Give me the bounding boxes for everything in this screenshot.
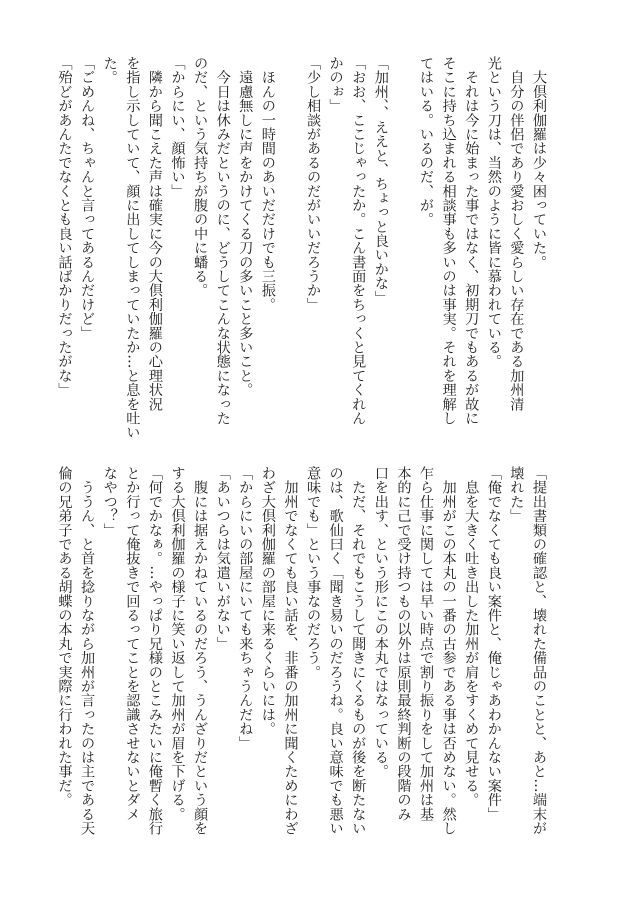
text-line: 「提出書類の確認と、壊れた備品のことと、あと…端末が [531, 466, 547, 836]
text-line: ほんの一時間のあいだだけでも三振。 [259, 56, 276, 312]
text-line: 意味でも」という事なのだろう。 [305, 466, 322, 679]
text-line: とか行って俺抜きで回るってことを認識させないとダメ [124, 466, 141, 821]
text-line: 「ごめんね、ちゃんと言ってあるんだけど」 [79, 56, 96, 340]
lower-text-block [53, 466, 550, 838]
upper-text-block [53, 56, 550, 440]
text-line: 「殆どがあんたでなくとも良い話ばかりだったがな」 [56, 56, 73, 397]
text-line: 「からにい、顔怖い」 [169, 56, 186, 198]
text-line: 「何でかなぁ。…やっぱり兄様のとこみたいに俺暫く旅行 [146, 466, 163, 836]
text-line: かのぉ」 [327, 56, 344, 113]
text-line: 倫の兄弟子である胡蝶の本丸で実際に行われた事だ。 [56, 466, 73, 807]
blank-line [279, 56, 302, 428]
text-line: 「あいつらは気遣いがない」 [214, 466, 231, 651]
text-line: 壊れた」 [508, 466, 525, 523]
text-line: 今日は休みだというのに、どうしてこんな状態になった [214, 56, 231, 426]
blank-line [392, 56, 415, 428]
text-line: 本的に己で受け持つもの以外は原則最終判断の段階のみ [395, 466, 412, 821]
text-line: わざ大倶利伽羅の部屋に来るくらいには。 [259, 466, 276, 736]
text-line: 乍ら仕事に関しては早い時点で割り振りをして加州は基 [418, 466, 435, 821]
text-line: 「少し相談があるのだがいいだろうか」 [305, 56, 322, 312]
text-line: 大倶利伽羅は少々困っていた。 [531, 56, 547, 269]
text-line: 加州でなくても良い話を、非番の加州に聞くためにわざ [282, 466, 299, 836]
text-line: のだ、という気持ちが腹の中に蟠る。 [192, 56, 209, 298]
text-line: 遠慮無しに声をかけてくる刀の多いこと多いこと。 [237, 56, 254, 397]
text-line: 腹には据えかねているのだろう、うんざりだという顔を [192, 466, 209, 836]
text-line: 加州がこの本丸の一番の古参である事は否めない。然し [440, 466, 457, 836]
text-line: 「加州、、ええと、ちょっと良いかな」 [372, 56, 389, 305]
text-line: 息を大きく吐き出した加州が肩をすくめて見せる。 [463, 466, 480, 807]
text-line: する大倶利伽羅の様子に笑い返して加州が眉を下げる。 [169, 466, 186, 821]
text-line: ただ、それでもこうして聞きにくるものが後を断たない [350, 466, 367, 836]
text-line: そこに持ち込まれる相談事も多いのは事実。それを理解し [440, 56, 457, 426]
text-line: それは今に始まった事ではなく、初期刀でもあるが故に [463, 56, 480, 426]
text-line: 「おお、ここじゃったか。こん書面をちっくと見てくれん [350, 56, 367, 426]
text-line: のは、歌仙曰く「聞き易いのだろうね。良い意味でも悪い [327, 466, 344, 836]
text-line: 「俺でなくても良い案件と、俺じゃあわかんない案件」 [485, 466, 502, 821]
text-line: を指し示していて、顔に出してしまっていたか…と息を吐い [124, 56, 141, 440]
text-line: なやつ？」 [101, 466, 118, 537]
text-line: 隣から聞こえた声は確実に今の大倶利伽羅の心理状況 [146, 56, 163, 411]
text-line: 「からにいの部屋にいても来ちゃうんだね」 [237, 466, 254, 750]
text-line: ううん、と首を捻りながら加州が言ったのは主である天 [79, 466, 96, 836]
text-line: 光という刀は、当然のように皆に慕われている。 [485, 56, 502, 369]
text-line: 自分の伴侶であり愛おしく愛らしい存在である加州清 [508, 56, 525, 411]
text-line: 口を出す、という形にこの本丸ではなっている。 [372, 466, 389, 779]
text-line: た。 [101, 56, 118, 85]
text-line: てはいる。いるのだ、が。 [418, 56, 435, 227]
